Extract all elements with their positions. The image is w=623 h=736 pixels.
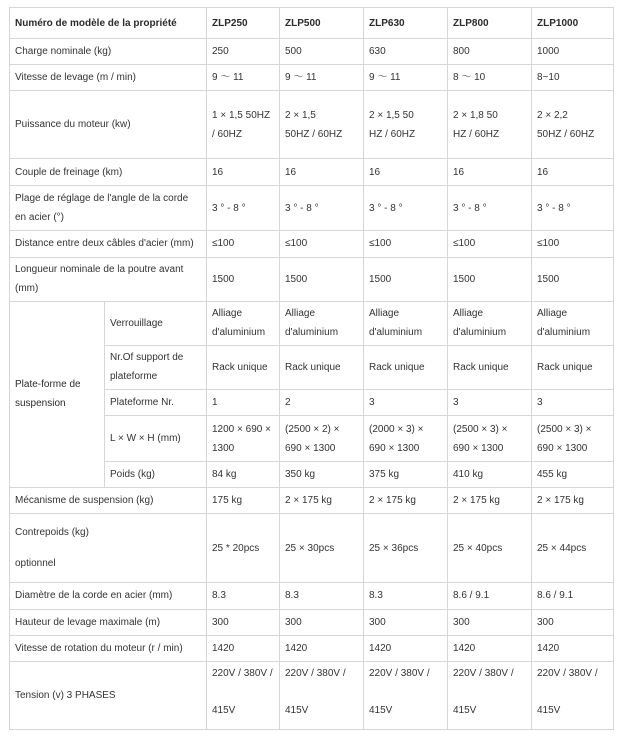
cell: 8.3 (280, 583, 364, 609)
cell: 1420 (532, 635, 614, 661)
row-label: Distance entre deux câbles d'acier (mm) (10, 230, 207, 257)
header-label: Numéro de modèle de la propriété (10, 8, 207, 39)
cell (364, 661, 448, 729)
cell: (2500 × 3) × 690 × 1300 (532, 416, 614, 462)
cell: 455 kg (532, 462, 614, 488)
cell-line: 220V / 380V / (285, 667, 346, 679)
row-label: Puissance du moteur (kw) (10, 91, 207, 159)
cell-line: 2 × 1,8 50 (453, 109, 498, 121)
cell: 1 (207, 389, 280, 415)
cell: 25 × 30pcs (280, 514, 364, 583)
cell: 16 (448, 159, 532, 186)
label-line: optionnel (15, 558, 56, 570)
cell: 9 ～ 11 (280, 65, 364, 91)
cell: ≤100 (280, 230, 364, 257)
cell: 300 (280, 609, 364, 635)
cell: 500 (280, 39, 364, 65)
cell: 1500 (448, 257, 532, 301)
model-header: ZLP500 (280, 8, 364, 39)
cell: 300 (207, 609, 280, 635)
row-longueur (10, 257, 614, 301)
cell: 1500 (364, 257, 448, 301)
cell: (2500 × 3) × 690 × 1300 (448, 416, 532, 462)
row-label: Couple de freinage (km) (10, 159, 207, 186)
cell: 3 (448, 389, 532, 415)
cell: 84 kg (207, 462, 280, 488)
cell: ≤100 (448, 230, 532, 257)
model-header: ZLP800 (448, 8, 532, 39)
cell: 8 ～ 10 (448, 65, 532, 91)
cell-line: 50HZ / 60HZ (537, 128, 595, 140)
cell: 3 (532, 389, 614, 415)
cell-line: 50HZ / 60HZ (285, 128, 343, 140)
cell: ≤100 (207, 230, 280, 257)
cell: 3 ° - 8 ° (207, 186, 280, 230)
row-label: Vitesse de rotation du moteur (r / min) (10, 635, 207, 661)
cell: 8~10 (532, 65, 614, 91)
cell-line: 415V (212, 704, 236, 716)
cell: ≤100 (532, 230, 614, 257)
cell: 1500 (207, 257, 280, 301)
cell: 350 kg (280, 462, 364, 488)
cell: 3 (364, 389, 448, 415)
row-tension (10, 661, 614, 729)
cell: 300 (532, 609, 614, 635)
cell: 3 ° - 8 ° (364, 186, 448, 230)
cell: 3 ° - 8 ° (448, 186, 532, 230)
row-diametre (10, 583, 614, 609)
row-label (10, 514, 207, 583)
row-plage (10, 186, 614, 230)
row-mecanisme (10, 488, 614, 514)
cell: Alliage d'aluminium (280, 301, 364, 345)
cell: 16 (280, 159, 364, 186)
cell: Rack unique (280, 345, 364, 389)
row-verrouillage (10, 301, 614, 345)
cell: Rack unique (364, 345, 448, 389)
row-couple (10, 159, 614, 186)
cell: 3 ° - 8 ° (280, 186, 364, 230)
cell-line: / 60HZ (212, 128, 243, 140)
cell: 3 ° - 8 ° (532, 186, 614, 230)
cell: Rack unique (448, 345, 532, 389)
row-hauteur (10, 609, 614, 635)
sub-label: Nr.Of support de plateforme (105, 345, 207, 389)
cell (280, 91, 364, 159)
cell: 1500 (532, 257, 614, 301)
row-label: Plage de réglage de l'angle de la corde en acier (°) (10, 186, 207, 230)
group-label-plateforme: Plate-forme de suspension (10, 301, 105, 487)
cell (364, 91, 448, 159)
model-header: ZLP630 (364, 8, 448, 39)
cell: 9 ～ 11 (207, 65, 280, 91)
cell: 1200 × 690 × 1300 (207, 416, 280, 462)
cell: 25 × 40pcs (448, 514, 532, 583)
row-label: Mécanisme de suspension (kg) (10, 488, 207, 514)
cell (448, 661, 532, 729)
cell: 1420 (364, 635, 448, 661)
cell-line: 220V / 380V / (537, 667, 598, 679)
row-rotation (10, 635, 614, 661)
cell: 175 kg (207, 488, 280, 514)
cell: 16 (532, 159, 614, 186)
model-header: ZLP1000 (532, 8, 614, 39)
cell: 300 (364, 609, 448, 635)
cell: 9 ～ 11 (364, 65, 448, 91)
row-charge (10, 39, 614, 65)
spec-table (9, 7, 614, 730)
header-row (10, 8, 614, 39)
cell: Alliage d'aluminium (364, 301, 448, 345)
cell: 1500 (280, 257, 364, 301)
cell-line: HZ / 60HZ (453, 128, 500, 140)
cell (448, 91, 532, 159)
row-label: Hauteur de levage maximale (m) (10, 609, 207, 635)
sub-label: L × W × H (mm) (105, 416, 207, 462)
row-contrepoids (10, 514, 614, 583)
cell: 410 kg (448, 462, 532, 488)
cell: 8.3 (364, 583, 448, 609)
cell: 8.6 / 9.1 (532, 583, 614, 609)
cell (532, 661, 614, 729)
cell: 2 (280, 389, 364, 415)
cell: 1420 (448, 635, 532, 661)
row-label: Vitesse de levage (m / min) (10, 65, 207, 91)
cell-line: 220V / 380V / (369, 667, 430, 679)
row-label: Tension (v) 3 PHASES (10, 661, 207, 729)
cell-line: 1 × 1,5 50HZ (212, 109, 271, 121)
cell (207, 91, 280, 159)
cell (280, 661, 364, 729)
cell: 25 × 36pcs (364, 514, 448, 583)
cell: 1420 (207, 635, 280, 661)
cell: 800 (448, 39, 532, 65)
row-label: Longueur nominale de la poutre avant (mm) (10, 257, 207, 301)
cell: 8.6 / 9.1 (448, 583, 532, 609)
cell: 16 (207, 159, 280, 186)
cell-line: 415V (537, 704, 561, 716)
cell: 2 × 175 kg (364, 488, 448, 514)
cell: 300 (448, 609, 532, 635)
cell: 1000 (532, 39, 614, 65)
cell: Rack unique (207, 345, 280, 389)
row-puissance (10, 91, 614, 159)
row-label: Charge nominale (kg) (10, 39, 207, 65)
cell-line: 220V / 380V / (453, 667, 514, 679)
cell-line: 2 × 2,2 (537, 109, 568, 121)
sub-label: Plateforme Nr. (105, 389, 207, 415)
cell (532, 91, 614, 159)
row-label: Diamètre de la corde en acier (mm) (10, 583, 207, 609)
cell: Rack unique (532, 345, 614, 389)
cell-line: HZ / 60HZ (369, 128, 416, 140)
cell: Alliage d'aluminium (207, 301, 280, 345)
row-distance (10, 230, 614, 257)
cell: 2 × 175 kg (532, 488, 614, 514)
label-line: Contrepoids (kg) (15, 527, 89, 539)
cell: 2 × 175 kg (448, 488, 532, 514)
cell: 25 × 44pcs (532, 514, 614, 583)
cell: 250 (207, 39, 280, 65)
row-vitesse (10, 65, 614, 91)
cell: 375 kg (364, 462, 448, 488)
cell: 2 × 175 kg (280, 488, 364, 514)
cell-line: 415V (453, 704, 477, 716)
cell-line: 2 × 1,5 (285, 109, 316, 121)
cell-line: 415V (285, 704, 309, 716)
cell: (2000 × 3) × 690 × 1300 (364, 416, 448, 462)
cell: 630 (364, 39, 448, 65)
cell: Alliage d'aluminium (532, 301, 614, 345)
cell: 8.3 (207, 583, 280, 609)
sub-label: Verrouillage (105, 301, 207, 345)
model-header: ZLP250 (207, 8, 280, 39)
cell: 25 * 20pcs (207, 514, 280, 583)
cell: 1420 (280, 635, 364, 661)
sub-label: Poids (kg) (105, 462, 207, 488)
cell-line: 220V / 380V / (212, 667, 273, 679)
cell: ≤100 (364, 230, 448, 257)
cell-line: 2 × 1,5 50 (369, 109, 414, 121)
cell: 16 (364, 159, 448, 186)
cell: Alliage d'aluminium (448, 301, 532, 345)
cell: (2500 × 2) × 690 × 1300 (280, 416, 364, 462)
cell-line: 415V (369, 704, 393, 716)
cell (207, 661, 280, 729)
